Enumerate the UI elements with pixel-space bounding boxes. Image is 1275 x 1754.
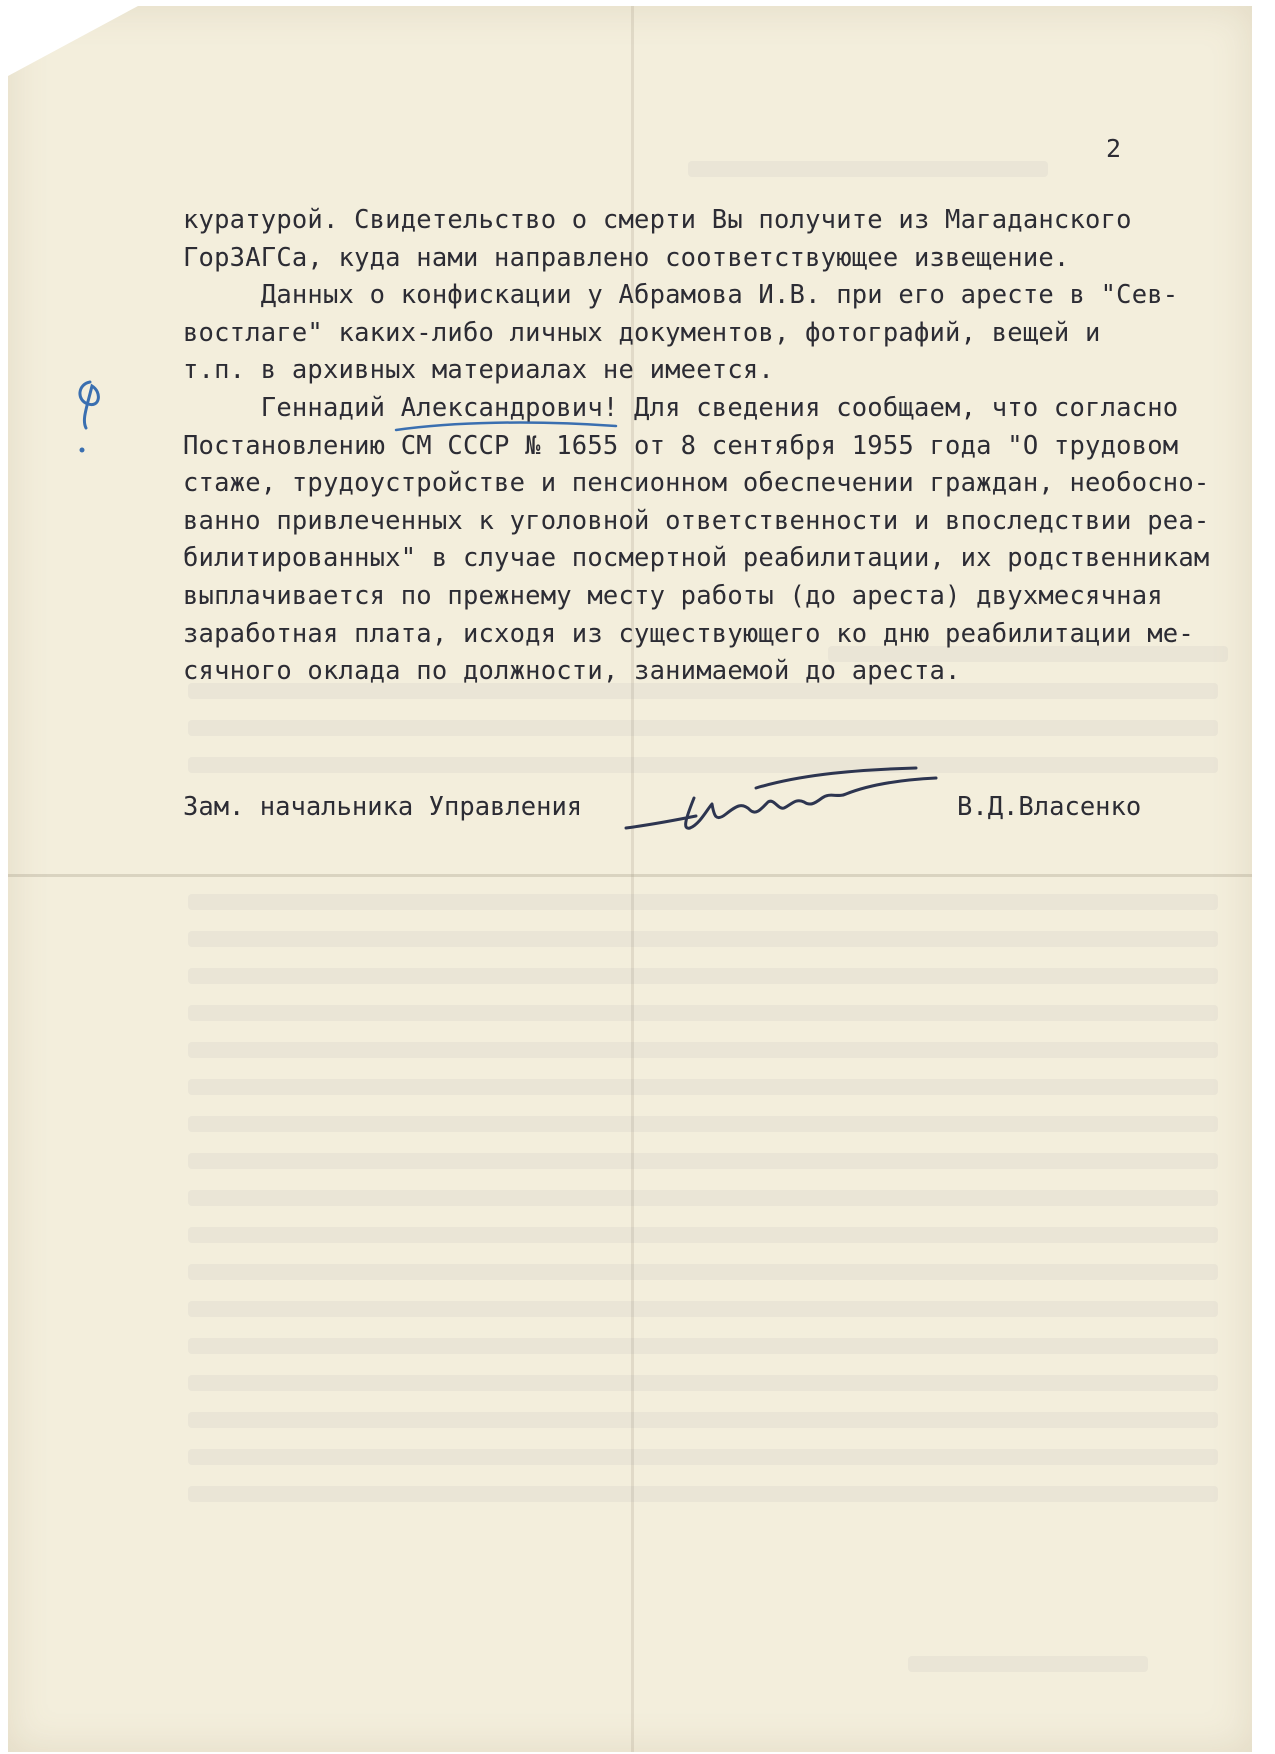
bleed-through <box>188 1079 1218 1095</box>
body-line: т.п. в архивных материалах не имеется. <box>183 355 774 386</box>
letter-body <box>183 202 1223 691</box>
bleed-through <box>188 1449 1218 1465</box>
body-line: Постановлению СМ СССР № 1655 от 8 сентября 1955 года "О трудовом <box>183 430 1179 461</box>
body-line: стаже, трудоустройстве и пенсионном обеспечении граждан, необосно- <box>183 468 1210 499</box>
signatory-name: В.Д.Власенко <box>957 792 1142 822</box>
body-line: выплачивается по прежнему месту работы (до ареста) двухмесячная <box>183 580 1163 611</box>
bleed-through <box>188 931 1218 947</box>
handwritten-signature <box>616 758 956 848</box>
body-line: куратурой. Свидетельство о смерти Вы получите из Магаданского <box>183 205 1132 235</box>
bleed-through <box>188 1301 1218 1317</box>
horizontal-fold <box>8 874 1252 877</box>
bleed-through <box>188 1190 1218 1206</box>
bleed-through <box>688 161 1048 177</box>
body-line: сячного оклада по должности, занимаемой до ареста. <box>183 656 961 687</box>
bleed-through <box>188 968 1218 984</box>
body-line: Данных о конфискации у Абрамова И.В. при его аресте в "Сев- <box>183 280 1179 311</box>
page-number: 2 <box>1106 134 1122 163</box>
bleed-through <box>188 1042 1218 1058</box>
bleed-through <box>188 894 1218 910</box>
body-line: Геннадий Александрович! Для сведения сообщаем, что согласно <box>183 392 1179 423</box>
bleed-through <box>188 1153 1218 1169</box>
bleed-through <box>188 720 1218 736</box>
signatory-title: Зам. начальника Управления <box>183 792 583 822</box>
body-line: ГорЗАГСа, куда нами направлено соответствующее извещение. <box>183 242 1070 273</box>
torn-corner <box>8 6 138 76</box>
bleed-through <box>188 1375 1218 1391</box>
bleed-through <box>188 1116 1218 1132</box>
body-line: востлаге" каких-либо личных документов, фотографий, вещей и <box>183 317 1101 348</box>
bleed-through <box>188 1005 1218 1021</box>
handwritten-margin-mark <box>60 370 120 460</box>
body-line: билитированных" в случае посмертной реабилитации, их родственникам <box>183 543 1210 574</box>
bleed-through <box>188 1227 1218 1243</box>
body-line: заработная плата, исходя из существующего ко дню реабилитации ме- <box>183 618 1194 649</box>
bleed-through <box>188 1412 1218 1428</box>
bleed-through <box>188 1338 1218 1354</box>
bleed-through <box>188 1486 1218 1502</box>
bleed-through <box>908 1656 1148 1672</box>
body-line: ванно привлеченных к уголовной ответственности и впоследствии реа- <box>183 505 1210 536</box>
bleed-through <box>188 1264 1218 1280</box>
